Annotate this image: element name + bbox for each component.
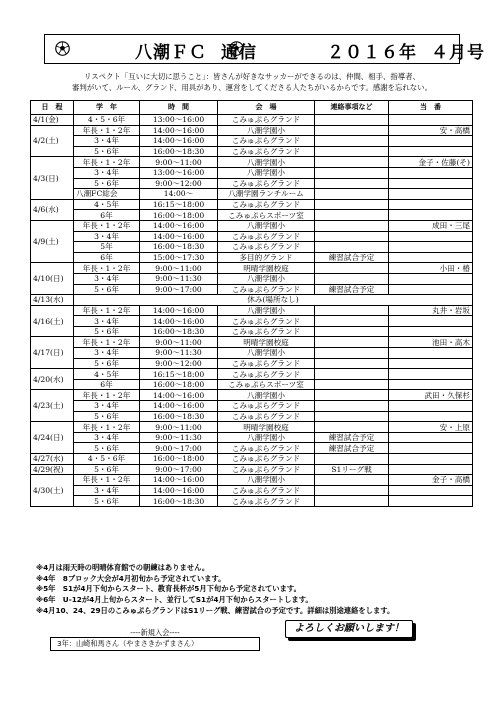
notes-cell bbox=[315, 496, 389, 507]
time-cell: 16:15～18:00 bbox=[140, 199, 218, 210]
grade-cell: 5年 bbox=[74, 242, 140, 253]
venue-cell: こみゅぷらグランド bbox=[218, 231, 315, 242]
notes-cell: 練習試合予定 bbox=[315, 432, 389, 443]
venue-cell: 八潮学園小 bbox=[218, 432, 315, 443]
time-cell: 14:00～ bbox=[140, 189, 218, 200]
venue-cell: こみゅぷらグランド bbox=[218, 358, 315, 369]
venue-cell: 八潮学園小 bbox=[218, 125, 315, 136]
grade-cell: 4・5・6年 bbox=[74, 115, 140, 126]
grade-cell: 3・4年 bbox=[74, 167, 140, 178]
venue-cell: こみゅぷらグランド bbox=[218, 316, 315, 327]
duty-cell bbox=[389, 326, 473, 337]
grade-cell: 5・6年 bbox=[74, 284, 140, 295]
table-row bbox=[31, 326, 473, 337]
grade-cell: 5・6年 bbox=[74, 464, 140, 475]
notes-cell bbox=[315, 369, 389, 380]
notes-cell bbox=[315, 326, 389, 337]
grade-cell: 3・4年 bbox=[74, 316, 140, 327]
table-row bbox=[31, 295, 473, 306]
grade-cell: 5・6年 bbox=[74, 146, 140, 157]
duty-cell: 安・上原 bbox=[389, 422, 473, 433]
grade-cell: 4・5年 bbox=[74, 369, 140, 380]
notes-cell bbox=[315, 178, 389, 189]
new-members-box bbox=[50, 628, 260, 651]
table-row bbox=[31, 316, 473, 327]
date-cell: 4/16(土) bbox=[31, 305, 74, 337]
table-row bbox=[31, 252, 473, 263]
duty-cell: 武田・久保杉 bbox=[389, 390, 473, 401]
notes-cell bbox=[315, 189, 389, 200]
table-row bbox=[31, 337, 473, 348]
grade-cell: 4・5・6年 bbox=[74, 454, 140, 465]
time-cell: 13:00～16:00 bbox=[140, 167, 218, 178]
time-cell: 14:00～16:00 bbox=[140, 231, 218, 242]
time-cell: 16:15～18:00 bbox=[140, 369, 218, 380]
title-text bbox=[135, 38, 499, 63]
time-cell: 14:00～16:00 bbox=[140, 125, 218, 136]
venue-cell: 八潮学園ランチルーム bbox=[218, 189, 315, 200]
grade-cell: 3・4年 bbox=[74, 348, 140, 359]
grade-cell: 年長・1・2年 bbox=[74, 422, 140, 433]
table-row bbox=[31, 273, 473, 284]
notes-cell bbox=[315, 379, 389, 390]
duty-cell bbox=[389, 348, 473, 359]
duty-cell bbox=[389, 136, 473, 147]
intro-line: リスペクト「互いに大切に思うこと」：皆さんが好きなサッカーができるのは、仲間、相手、指導者、 bbox=[84, 72, 420, 81]
notes-cell bbox=[315, 348, 389, 359]
time-cell: 16:00～18:30 bbox=[140, 242, 218, 253]
date-cell: 4/2(土) bbox=[31, 125, 74, 157]
duty-cell: 小田・椿 bbox=[389, 263, 473, 274]
time-cell: 15:00～17:30 bbox=[140, 252, 218, 263]
issue-label: ４月号 bbox=[431, 43, 485, 63]
table-row bbox=[31, 358, 473, 369]
time-cell: 16:00～18:00 bbox=[140, 454, 218, 465]
duty-cell bbox=[389, 231, 473, 242]
time-cell: 9:00～17:00 bbox=[140, 284, 218, 295]
notes-cell: 練習試合予定 bbox=[315, 252, 389, 263]
grade-cell: 年長・1・2年 bbox=[74, 220, 140, 231]
duty-cell bbox=[389, 242, 473, 253]
notes-cell bbox=[315, 136, 389, 147]
duty-cell: 安・高橋 bbox=[389, 125, 473, 136]
time-cell: 9:00～11:00 bbox=[140, 422, 218, 433]
time-cell: 14:00～16:00 bbox=[140, 305, 218, 316]
table-row bbox=[31, 242, 473, 253]
venue-cell: こみゅぷらスポーツ室 bbox=[218, 379, 315, 390]
header-notes: 連絡事項など bbox=[315, 101, 389, 115]
notes-cell bbox=[315, 485, 389, 496]
time-cell: 14:00～16:00 bbox=[140, 220, 218, 231]
table-row bbox=[31, 422, 473, 433]
time-cell: 9:00～11:30 bbox=[140, 348, 218, 359]
venue-cell: こみゅぷらグランド bbox=[218, 284, 315, 295]
time-cell: 14:00～16:00 bbox=[140, 485, 218, 496]
duty-cell bbox=[389, 379, 473, 390]
duty-cell bbox=[389, 432, 473, 443]
grade-cell: 3・4年 bbox=[74, 136, 140, 147]
venue-cell: こみゅぷらグランド bbox=[218, 401, 315, 412]
table-row bbox=[31, 369, 473, 380]
grade-cell: 年長・1・2年 bbox=[74, 305, 140, 316]
notes-cell bbox=[315, 337, 389, 348]
venue-cell: 八潮学園小 bbox=[218, 273, 315, 284]
table-row bbox=[31, 443, 473, 454]
notes-cell bbox=[315, 210, 389, 221]
time-cell: 9:00～11:30 bbox=[140, 432, 218, 443]
venue-cell: こみゅぷらグランド bbox=[218, 496, 315, 507]
notes-cell: S1リーグ戦 bbox=[315, 464, 389, 475]
notes-cell bbox=[315, 263, 389, 274]
table-row bbox=[31, 231, 473, 242]
date-cell: 4/20(水) bbox=[31, 369, 74, 390]
duty-cell: 丸井・岩坂 bbox=[389, 305, 473, 316]
table-row bbox=[31, 401, 473, 412]
venue-cell: 八潮学園小 bbox=[218, 348, 315, 359]
notes-cell bbox=[315, 305, 389, 316]
date-cell: 4/1(金) bbox=[31, 115, 74, 126]
notes-cell bbox=[315, 242, 389, 253]
schedule-table bbox=[30, 100, 473, 507]
notes-cell bbox=[315, 411, 389, 422]
duty-cell bbox=[389, 273, 473, 284]
notes-cell bbox=[315, 454, 389, 465]
table-row bbox=[31, 475, 473, 486]
time-cell: 16:00～18:30 bbox=[140, 146, 218, 157]
intro-line: 審判がいて、ルール、グランド、用具があり、運営をしてくださる人たちがいるからです。感謝を忘れない。 bbox=[72, 83, 432, 92]
club-name: 八潮ＦＣ bbox=[135, 43, 207, 63]
duty-cell bbox=[389, 485, 473, 496]
table-row bbox=[31, 210, 473, 221]
time-cell: 9:00～12:00 bbox=[140, 358, 218, 369]
table-row bbox=[31, 411, 473, 422]
notes-cell bbox=[315, 157, 389, 168]
newsletter-title-box bbox=[44, 34, 485, 64]
new-members-header: ----新規入会---- bbox=[130, 628, 180, 637]
time-cell: 14:00～16:00 bbox=[140, 475, 218, 486]
note-line: ※4年 8ブロック大会が4月初旬から予定されています。 bbox=[36, 573, 226, 583]
venue-cell: こみゅぷらグランド bbox=[218, 454, 315, 465]
venue-cell: 八潮学園小 bbox=[218, 475, 315, 486]
date-cell: 4/27(水) bbox=[31, 454, 74, 465]
grade-cell: 八潮FC総会 bbox=[74, 189, 140, 200]
year-label: ２０１６年 bbox=[327, 43, 417, 63]
date-cell: 4/30(土) bbox=[31, 475, 74, 507]
newsletter-label: 通信 bbox=[221, 43, 257, 63]
duty-cell bbox=[389, 252, 473, 263]
note-line: ※4月10、24、29日のこみゅぷらグランドはS1リーグ戦、練習試合の予定です。詳細は別途連絡をします。 bbox=[36, 605, 395, 615]
time-cell: 9:00～12:00 bbox=[140, 178, 218, 189]
note-line: ※4月は雨天時の明晴体育館での朝練はありません。 bbox=[36, 563, 210, 572]
table-row bbox=[31, 432, 473, 443]
notes-cell bbox=[315, 115, 389, 126]
time-cell: 16:00～18:30 bbox=[140, 411, 218, 422]
venue-cell: こみゅぷらグランド bbox=[218, 443, 315, 454]
duty-cell bbox=[389, 115, 473, 126]
venue-cell: こみゅぷらグランド bbox=[218, 411, 315, 422]
note-line: ※5年 S1が4月下旬からスタート、教育長杯が5月下旬から予定されています。 bbox=[36, 584, 301, 594]
venue-cell: 八潮学園小 bbox=[218, 305, 315, 316]
venue-cell: こみゅぷらグランド bbox=[218, 485, 315, 496]
duty-cell bbox=[389, 316, 473, 327]
grade-cell: 5・6年 bbox=[74, 443, 140, 454]
schedule-body bbox=[31, 115, 473, 507]
time-cell: 13:00～16:00 bbox=[140, 115, 218, 126]
duty-cell bbox=[389, 369, 473, 380]
regards-callout: よろしくお願いします！ bbox=[285, 620, 413, 638]
table-row bbox=[31, 157, 473, 168]
venue-cell: 八潮学園小 bbox=[218, 167, 315, 178]
table-row bbox=[31, 390, 473, 401]
grade-cell: 3・4年 bbox=[74, 231, 140, 242]
notes-cell bbox=[315, 167, 389, 178]
grade-cell: 4・5年 bbox=[74, 199, 140, 210]
time-cell: 16:00～18:30 bbox=[140, 496, 218, 507]
duty-cell bbox=[389, 178, 473, 189]
closed-cell: 休み(場所なし) bbox=[74, 295, 473, 306]
venue-cell: こみゅぷらグランド bbox=[218, 369, 315, 380]
grade-cell: 3・4年 bbox=[74, 273, 140, 284]
venue-cell: こみゅぷらスポーツ室 bbox=[218, 210, 315, 221]
notes-cell bbox=[315, 146, 389, 157]
date-cell: 4/9(土) bbox=[31, 220, 74, 262]
table-row bbox=[31, 284, 473, 295]
duty-cell bbox=[389, 146, 473, 157]
venue-cell: こみゅぷらグランド bbox=[218, 146, 315, 157]
notes-cell bbox=[315, 125, 389, 136]
notes-cell bbox=[315, 220, 389, 231]
duty-cell bbox=[389, 284, 473, 295]
grade-cell: 6年 bbox=[74, 379, 140, 390]
time-cell: 16:00～18:00 bbox=[140, 379, 218, 390]
time-cell: 16:00～18:30 bbox=[140, 326, 218, 337]
duty-cell bbox=[389, 401, 473, 412]
duty-cell bbox=[389, 411, 473, 422]
date-cell: 4/23(土) bbox=[31, 390, 74, 422]
notes-cell bbox=[315, 273, 389, 284]
notes-cell bbox=[315, 422, 389, 433]
time-cell: 9:00～17:00 bbox=[140, 443, 218, 454]
table-row bbox=[31, 136, 473, 147]
header-time: 時 間 bbox=[140, 101, 218, 115]
grade-cell: 年長・1・2年 bbox=[74, 125, 140, 136]
time-cell: 9:00～11:30 bbox=[140, 273, 218, 284]
duty-cell bbox=[389, 167, 473, 178]
note-line: ※6年 U-12が4月上旬からスタート、並行してS1が4月下旬からスタートします。 bbox=[36, 595, 313, 605]
time-cell: 9:00～11:00 bbox=[140, 263, 218, 274]
table-row bbox=[31, 379, 473, 390]
grade-cell: 6年 bbox=[74, 252, 140, 263]
table-row bbox=[31, 496, 473, 507]
time-cell: 9:00～11:00 bbox=[140, 157, 218, 168]
venue-cell: こみゅぷらグランド bbox=[218, 199, 315, 210]
date-cell: 4/17(日) bbox=[31, 337, 74, 369]
grade-cell: 年長・1・2年 bbox=[74, 390, 140, 401]
table-row bbox=[31, 167, 473, 178]
date-cell: 4/29(祝) bbox=[31, 464, 74, 475]
table-header-row bbox=[31, 101, 473, 115]
intro-text bbox=[46, 71, 458, 93]
table-row bbox=[31, 115, 473, 126]
time-cell: 14:00～16:00 bbox=[140, 390, 218, 401]
grade-cell: 6年 bbox=[74, 210, 140, 221]
grade-cell: 5・6年 bbox=[74, 326, 140, 337]
time-cell: 9:00～11:00 bbox=[140, 337, 218, 348]
notes-cell: 練習試合予定 bbox=[315, 284, 389, 295]
table-row bbox=[31, 220, 473, 231]
header-venue: 会 場 bbox=[218, 101, 315, 115]
table-row bbox=[31, 189, 473, 200]
venue-cell: こみゅぷらグランド bbox=[218, 115, 315, 126]
venue-cell: こみゅぷらグランド bbox=[218, 242, 315, 253]
grade-cell: 5・6年 bbox=[74, 178, 140, 189]
venue-cell: 多目的グランド bbox=[218, 252, 315, 263]
venue-cell: 明晴学園校庭 bbox=[218, 263, 315, 274]
notes-block bbox=[36, 563, 394, 617]
duty-cell bbox=[389, 454, 473, 465]
table-row bbox=[31, 178, 473, 189]
venue-cell: こみゅぷらグランド bbox=[218, 136, 315, 147]
table-row bbox=[31, 125, 473, 136]
grade-cell: 5・6年 bbox=[74, 496, 140, 507]
venue-cell: 明晴学園校庭 bbox=[218, 337, 315, 348]
time-cell: 14:00～16:00 bbox=[140, 401, 218, 412]
venue-cell: 八潮学園小 bbox=[218, 390, 315, 401]
venue-cell: 八潮学園小 bbox=[218, 220, 315, 231]
grade-cell: 年長・1・2年 bbox=[74, 337, 140, 348]
table-row bbox=[31, 454, 473, 465]
duty-cell bbox=[389, 464, 473, 475]
new-members-body: 3年：山崎和馬さん（やまさきかずまさん） bbox=[50, 637, 260, 651]
time-cell: 9:00～17:00 bbox=[140, 464, 218, 475]
header-date: 日 程 bbox=[31, 101, 74, 115]
grade-cell: 年長・1・2年 bbox=[74, 475, 140, 486]
venue-cell: こみゅぷらグランド bbox=[218, 464, 315, 475]
duty-cell: 池田・高木 bbox=[389, 337, 473, 348]
notes-cell bbox=[315, 199, 389, 210]
notes-cell bbox=[315, 316, 389, 327]
grade-cell: 5・6年 bbox=[74, 411, 140, 422]
date-cell: 4/6(水) bbox=[31, 199, 74, 220]
date-cell: 4/24(日) bbox=[31, 422, 74, 454]
notes-cell bbox=[315, 475, 389, 486]
time-cell: 14:00～16:00 bbox=[140, 316, 218, 327]
notes-cell bbox=[315, 401, 389, 412]
header-duty: 当 番 bbox=[389, 101, 473, 115]
table-row bbox=[31, 263, 473, 274]
duty-cell: 金子・佐藤(そ) bbox=[389, 157, 473, 168]
table-row bbox=[31, 485, 473, 496]
notes-cell bbox=[315, 390, 389, 401]
venue-cell: こみゅぷらグランド bbox=[218, 326, 315, 337]
duty-cell: 金子・高橋 bbox=[389, 475, 473, 486]
grade-cell: 3・4年 bbox=[74, 432, 140, 443]
grade-cell: 年長・1・2年 bbox=[74, 157, 140, 168]
grade-cell: 3・4年 bbox=[74, 401, 140, 412]
date-cell: 4/10(日) bbox=[31, 263, 74, 295]
grade-cell: 5・6年 bbox=[74, 358, 140, 369]
duty-cell: 成田・三尾 bbox=[389, 220, 473, 231]
venue-cell: 八潮学園小 bbox=[218, 157, 315, 168]
table-row bbox=[31, 146, 473, 157]
duty-cell bbox=[389, 358, 473, 369]
grade-cell: 年長・1・2年 bbox=[74, 263, 140, 274]
venue-cell: こみゅぷらグランド bbox=[218, 178, 315, 189]
duty-cell bbox=[389, 189, 473, 200]
time-cell: 14:00～16:00 bbox=[140, 136, 218, 147]
header-grade: 学 年 bbox=[74, 101, 140, 115]
soccer-ball-icon bbox=[55, 41, 70, 56]
notes-cell bbox=[315, 358, 389, 369]
duty-cell bbox=[389, 210, 473, 221]
date-cell: 4/13(水) bbox=[31, 295, 74, 306]
table-row bbox=[31, 348, 473, 359]
table-row bbox=[31, 305, 473, 316]
date-cell: 4/3(日) bbox=[31, 157, 74, 199]
grade-cell: 3・4年 bbox=[74, 485, 140, 496]
venue-cell: 明晴学園校庭 bbox=[218, 422, 315, 433]
notes-cell: 練習試合予定 bbox=[315, 443, 389, 454]
duty-cell bbox=[389, 443, 473, 454]
time-cell: 16:00～18:00 bbox=[140, 210, 218, 221]
table-row bbox=[31, 199, 473, 210]
notes-cell bbox=[315, 231, 389, 242]
duty-cell bbox=[389, 199, 473, 210]
duty-cell bbox=[389, 496, 473, 507]
table-row bbox=[31, 464, 473, 475]
